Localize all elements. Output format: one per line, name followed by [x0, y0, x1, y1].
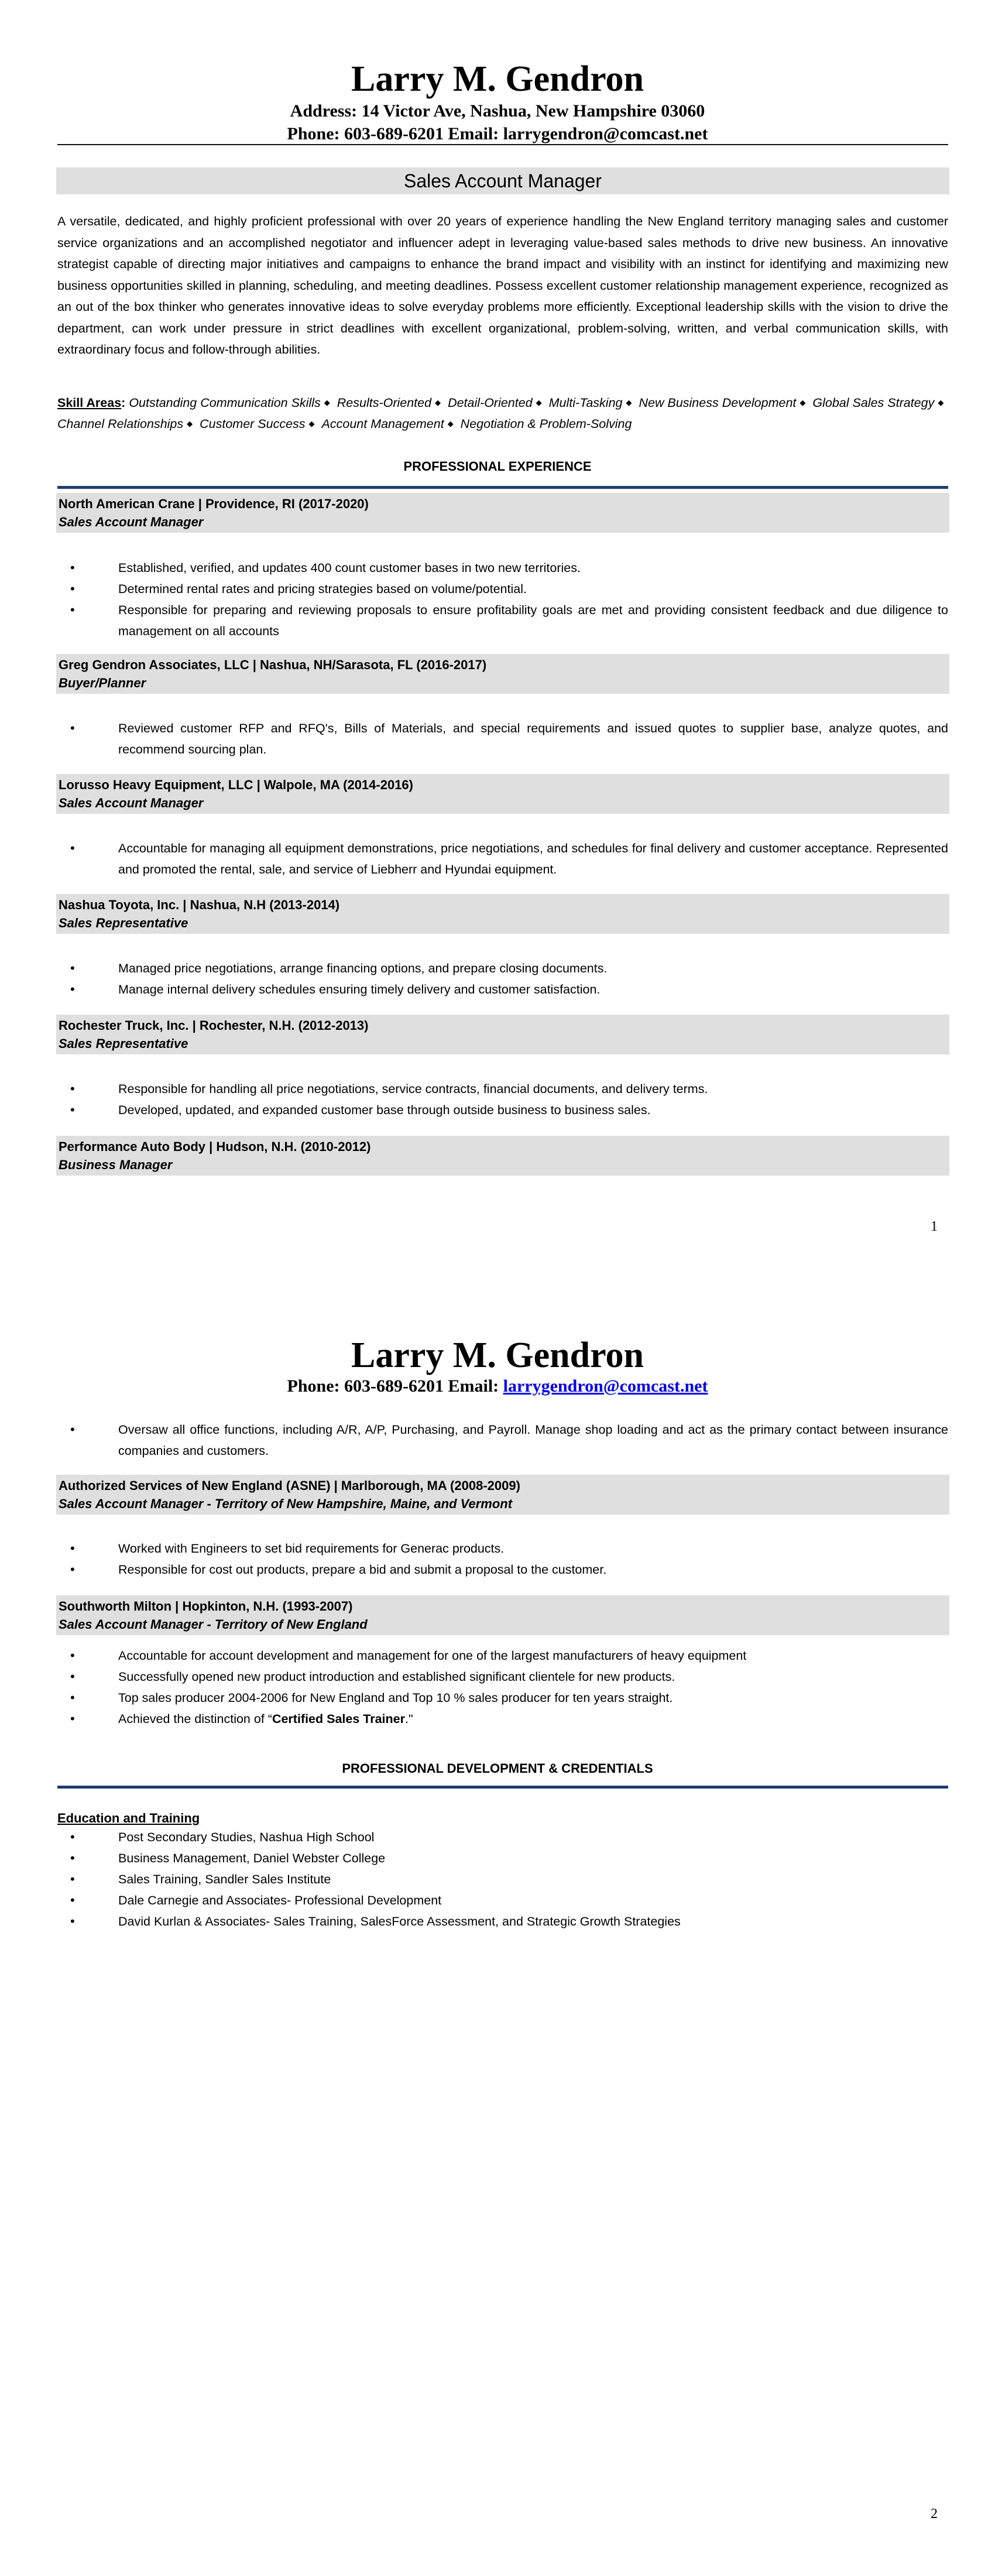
diamond-bullet-icon: ◆ — [187, 419, 193, 428]
bullet-icon: • — [70, 1830, 75, 1844]
job-header — [56, 894, 949, 934]
diamond-bullet-icon: ◆ — [447, 419, 454, 428]
email-link[interactable]: larrygendron@comcast.net — [503, 1376, 708, 1396]
bullet-icon: • — [70, 1669, 75, 1684]
bullet-icon: • — [70, 1102, 75, 1117]
job-bullets — [57, 1538, 948, 1580]
header-divider — [57, 144, 948, 145]
resume-page-2 — [0, 1288, 995, 2576]
job-header — [56, 1475, 949, 1515]
list-item: • Manage internal delivery schedules ensuring timely delivery and customer satisfaction. — [57, 979, 948, 1000]
list-item: • Responsible for cost out products, prepare a bid and submit a proposal to the customer. — [57, 1559, 948, 1580]
bullet-icon: • — [70, 602, 75, 617]
job-bullets — [57, 1078, 948, 1121]
job-header — [56, 774, 949, 814]
job-company: Southworth Milton | Hopkinton, N.H. (1993-2007) — [59, 1599, 353, 1614]
bullet-icon: • — [70, 982, 75, 996]
job-role: Business Manager — [59, 1157, 173, 1172]
list-item: • Managed price negotiations, arrange financing options, and prepare closing documents. — [57, 958, 948, 979]
list-item: • Worked with Engineers to set bid requirements for Generac products. — [57, 1538, 948, 1559]
job-company: Rochester Truck, Inc. | Rochester, N.H. (2012-2013) — [59, 1018, 369, 1033]
phone-label: Phone: 603-689-6201 Email: — [287, 1376, 503, 1396]
job-role: Sales Account Manager — [59, 515, 204, 529]
job-role: Buyer/Planner — [59, 676, 146, 690]
candidate-name: Larry M. Gendron — [351, 59, 644, 99]
skill-item: Outstanding Communication Skills — [129, 396, 321, 410]
skill-item: Customer Success — [200, 417, 306, 431]
job-bullets — [57, 1419, 948, 1461]
bullet-icon: • — [70, 1562, 75, 1577]
skill-areas-label: Skill Areas — [57, 396, 122, 410]
bullet-icon: • — [70, 721, 75, 735]
list-item: • Responsible for handling all price negotiations, service contracts, financial documents, and delivery terms. — [57, 1078, 948, 1099]
skill-item: Detail-Oriented — [448, 396, 533, 410]
list-item: • Dale Carnegie and Associates- Professional Development — [57, 1890, 948, 1911]
bullet-icon: • — [70, 841, 75, 855]
job-company: Authorized Services of New England (ASNE) | Marlborough, MA (2008-2009) — [59, 1478, 520, 1493]
skill-item: Negotiation & Problem-Solving — [460, 417, 632, 431]
bullet-icon: • — [70, 1648, 75, 1663]
section-heading-experience: PROFESSIONAL EXPERIENCE — [403, 459, 592, 474]
job-bullets — [57, 557, 948, 642]
list-item: • Top sales producer 2004-2006 for New England and Top 10 % sales producer for ten years straight. — [57, 1687, 948, 1708]
job-role: Sales Representative — [59, 916, 188, 930]
list-item: • Responsible for preparing and reviewing proposals to ensure profitability goals are met and providing consistent feedback and due diligence to management on all accounts — [57, 600, 948, 642]
list-item: • Oversaw all office functions, including A/R, A/P, Purchasing, and Payroll. Manage shop loading and act as the primary contact between insurance companies and customers. — [57, 1419, 948, 1461]
list-item: • Established, verified, and updates 400 count customer bases in two new territories. — [57, 557, 948, 578]
address-line: Address: 14 Victor Ave, Nashua, New Hampshire 03060 — [290, 101, 705, 121]
diamond-bullet-icon: ◆ — [435, 398, 441, 407]
job-company: Performance Auto Body | Hudson, N.H. (2010-2012) — [59, 1139, 371, 1154]
job-role: Sales Representative — [59, 1036, 188, 1051]
job-role: Sales Account Manager - Territory of New England — [59, 1617, 368, 1632]
page-number: 2 — [931, 2506, 938, 2522]
skill-areas: Skill Areas: Outstanding Communication Skills ◆ Results-Oriented ◆ Detail-Oriented ◆ Multi-Tasking ◆ New Business Development ◆ Global Sales Strategy ◆ Channel Relationships ◆ Customer Success ◆ Account Management ◆ Negotiation & Problem-Solving — [57, 396, 944, 431]
list-item: • Determined rental rates and pricing strategies based on volume/potential. — [57, 578, 948, 600]
list-item: • Developed, updated, and expanded customer base through outside business to business sales. — [57, 1099, 948, 1121]
bullet-icon: • — [70, 1081, 75, 1096]
job-bullets — [57, 1645, 948, 1729]
skill-item: Channel Relationships — [57, 417, 184, 431]
list-item: • Successfully opened new product introduction and established significant clientele for new products. — [57, 1666, 948, 1687]
job-bullets — [57, 838, 948, 880]
bullet-icon: • — [70, 1711, 75, 1726]
list-item: • Post Secondary Studies, Nashua High School — [57, 1827, 948, 1848]
diamond-bullet-icon: ◆ — [800, 398, 806, 407]
diamond-bullet-icon: ◆ — [536, 398, 542, 407]
diamond-bullet-icon: ◆ — [626, 398, 632, 407]
list-item: • Reviewed customer RFP and RFQ's, Bills of Materials, and special requirements and issued quotes to supplier base, analyze quotes, and recommend sourcing plan. — [57, 718, 948, 760]
bullet-icon: • — [70, 1893, 75, 1907]
skill-item: Account Management — [321, 417, 444, 431]
bullet-icon: • — [70, 1541, 75, 1556]
bullet-icon: • — [70, 961, 75, 975]
education-heading: Education and Training — [57, 1811, 200, 1825]
list-item: • David Kurlan & Associates- Sales Training, SalesForce Assessment, and Strategic Growth Strategies — [57, 1911, 948, 1932]
list-item: • Accountable for account development and management for one of the largest manufacturers of heavy equipment — [57, 1645, 948, 1666]
job-role: Sales Account Manager - Territory of New Hampshire, Maine, and Vermont — [59, 1496, 513, 1511]
bullet-icon: • — [70, 1914, 75, 1928]
job-bullets — [57, 718, 948, 760]
job-header — [56, 654, 949, 694]
section-divider — [57, 1786, 948, 1789]
skill-item: Multi-Tasking — [548, 396, 623, 410]
page-number: 1 — [931, 1219, 938, 1234]
list-item: • Accountable for managing all equipment demonstrations, price negotiations, and schedules for final delivery and customer acceptance. Represented and promoted the rental, sale, and service of Liebherr and Hyundai equipment. — [57, 838, 948, 880]
list-item: • Business Management, Daniel Webster College — [57, 1848, 948, 1869]
bullet-icon: • — [70, 1851, 75, 1865]
job-bullets — [57, 958, 948, 1000]
section-heading-credentials: PROFESSIONAL DEVELOPMENT & CREDENTIALS — [342, 1761, 653, 1776]
bullet-icon: • — [70, 1872, 75, 1886]
job-title-banner: Sales Account Manager — [56, 167, 949, 194]
skill-item: Global Sales Strategy — [812, 396, 935, 410]
section-divider — [57, 486, 948, 489]
job-header — [56, 1595, 949, 1635]
job-company: Nashua Toyota, Inc. | Nashua, N.H (2013-2014) — [59, 898, 340, 912]
list-item: • Achieved the distinction of “Certified Sales Trainer." — [57, 1708, 948, 1729]
bullet-icon: • — [70, 581, 75, 596]
summary-paragraph: A versatile, dedicated, and highly proficient professional with over 20 years of experience handling the New England territory managing sales and customer service organizations and an accomplished negotiator and influencer adept in leveraging value-based sales methods to drive new business. An innovative strategist capable of directing major initiatives and campaigns to enhance the brand impact and visibility with an instinct for identifying and maximizing new business opportunities skilled in planning, scheduling, and meeting deadlines. Possess excellent customer relationship management experience, recognized as an out of the box thinker who generates innovative ideas to solve everyday problems more efficiently. Exceptional leadership skills with the vision to drive the department, can work under pressure in strict deadlines with excellent organizational, problem-solving, written, and verbal communication skills, with extraordinary focus and follow-through abilities. — [57, 214, 948, 357]
education-list — [57, 1827, 948, 1932]
bullet-icon: • — [70, 560, 75, 575]
bullet-icon: • — [70, 1422, 75, 1437]
job-header — [56, 1136, 949, 1176]
diamond-bullet-icon: ◆ — [938, 398, 944, 407]
job-role: Sales Account Manager — [59, 796, 204, 810]
contact-line: Phone: 603-689-6201 Email: larrygendron@comcast.net — [287, 124, 708, 143]
candidate-name: Larry M. Gendron — [351, 1335, 644, 1375]
job-company: Lorusso Heavy Equipment, LLC | Walpole, MA (2014-2016) — [59, 777, 413, 792]
diamond-bullet-icon: ◆ — [324, 398, 330, 407]
job-company: North American Crane | Providence, RI (2017-2020) — [59, 496, 369, 511]
contact-line — [0, 1378, 995, 1395]
skill-item: Results-Oriented — [337, 396, 432, 410]
skill-item: New Business Development — [639, 396, 797, 410]
diamond-bullet-icon: ◆ — [308, 419, 315, 428]
job-company: Greg Gendron Associates, LLC | Nashua, NH/Sarasota, FL (2016-2017) — [59, 657, 487, 672]
job-header — [56, 1015, 949, 1054]
list-item: • Sales Training, Sandler Sales Institute — [57, 1869, 948, 1890]
job-header — [56, 493, 949, 533]
bullet-icon: • — [70, 1690, 75, 1705]
